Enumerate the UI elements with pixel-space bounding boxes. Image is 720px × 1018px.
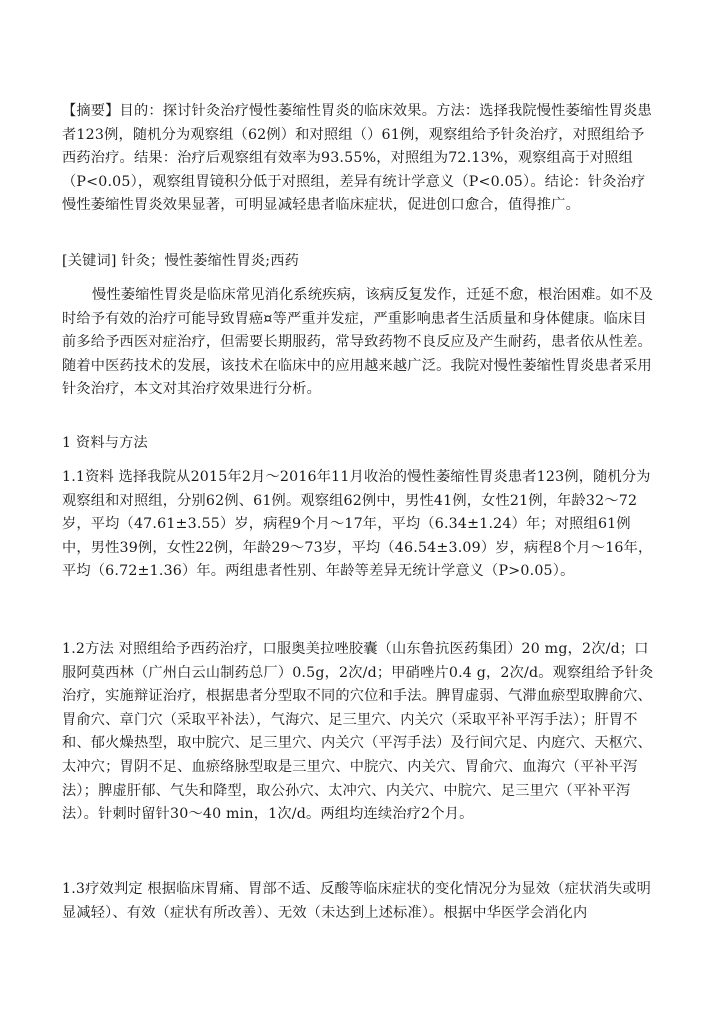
section-1-3-paragraph: 1.3疗效判定 根据临床胃痛、胃部不适、反酸等临床症状的变化情况分为显效（症状消失或明显减轻）、有效（症状有所改善）、无效（未达到上述标准）。根据中华医学会消化内 bbox=[62, 881, 651, 921]
section-1-heading: 1 资料与方法 bbox=[62, 435, 148, 451]
section-1-2-paragraph: 1.2方法 对照组给予西药治疗，口服奥美拉唑胶囊（山东鲁抗医药集团）20 mg，2次/d；口服阿莫西林（广州白云山制药总厂）0.5g，2次/d；甲硝唑片0.4 g，2次/d。观察组给予针灸治疗，实施辩证治疗，根据患者分型取不同的穴位和手法。脾胃虚弱、气滞血瘀型取脾俞穴、胃俞穴、章门穴（采取平补法），气海穴、足三里穴、内关穴（采取平补平泻手法）；肝胃不和、郁火燥热型，取中脘穴、足三里穴、内关穴（平泻手法）及行间穴足、内庭穴、天枢穴、太冲穴；胃阴不足、血瘀络脉型取是三里穴、中脘穴、内关穴、胃俞穴、血海穴（平补平泻法）；脾虚肝郁、气失和降型，取公孙穴、太冲穴、内关穴、中脘穴、足三里穴（平补平泻法）。针刺时留针30～40 min，1次/d。两组均连续治疗2个月。 bbox=[62, 641, 654, 823]
section-1-1-paragraph: 1.1资料 选择我院从2015年2月～2016年11月收治的慢性萎缩性胃炎患者123例，随机分为观察组和对照组，分别62例、61例。观察组62例中，男性41例，女性21例，年龄32～72岁，平均（47.61±3.55）岁，病程9个月～17年，平均（6.34±1.24）年；对照组61例中，男性39例，女性22例，年龄29～73岁，平均（46.54±3.09）岁，病程8个月～16年，平均（6.72±1.36）年。两组患者性别、年龄等差异无统计学意义（P>0.05）。 bbox=[62, 469, 653, 580]
introduction-paragraph: 慢性萎缩性胃炎是临床常见消化系统疾病，该病反复发作，迁延不愈，根治困难。如不及时给予有效的治疗可能导致胃癌¤等严重并发症，严重影响患者生活质量和身体健康。临床目前多给予西医对症治疗，但需要长期服药，常导致药物不良反应及产生耐药，患者依从性差。随着中医药技术的发展，该技术在临床中的应用越来越广泛。我院对慢性萎缩性胃炎患者采用针灸治疗，本文对其治疗效果进行分析。 bbox=[62, 287, 654, 398]
abstract-paragraph: 【摘要】目的：探讨针灸治疗慢性萎缩性胃炎的临床效果。方法：选择我院慢性萎缩性胃炎患者123例，随机分为观察组（62例）和对照组（）61例，观察组给予针灸治疗，对照组给予西药治疗。结果：治疗后观察组有效率为93.55%，对照组为72.13%，观察组高于对照组（P<0.05），观察组胃镜积分低于对照组，差异有统计学意义（P<0.05）。结论：针灸治疗慢性萎缩性胃炎效果显著，可明显减轻患者临床症状，促进创口愈合，值得推广。 bbox=[62, 103, 652, 214]
keywords-line: [关键词] 针灸；慢性萎缩性胃炎;西药 bbox=[62, 253, 299, 269]
